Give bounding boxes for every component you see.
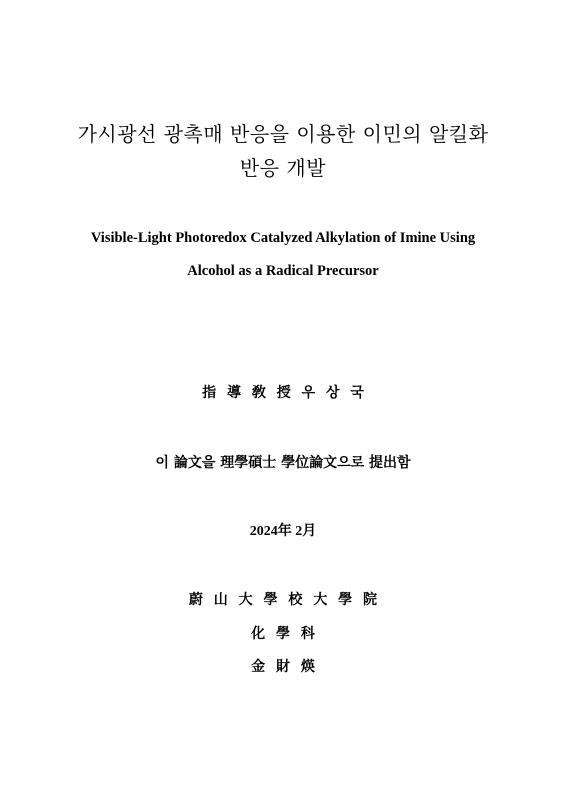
submission-statement: 이 論文을 理學碩士 學位論文으로 提出함: [155, 455, 411, 471]
submission-date: 2024年 2月: [249, 524, 317, 539]
korean-title-line-2: 반응 개발: [239, 156, 327, 180]
english-title-line-1: Visible-Light Photoredox Catalyzed Alkylation of Imine Using: [90, 230, 476, 246]
english-title-line-2: Alcohol as a Radical Precursor: [187, 263, 379, 279]
korean-title-line-1: 가시광선 광촉매 반응을 이용한 이민의 알킬화: [77, 122, 489, 146]
department-name: 化 學 科: [251, 626, 315, 642]
advisor-line: 指 導 敎 授 우 상 국: [202, 385, 364, 401]
institution-name: 蔚 山 大 學 校 大 學 院: [188, 592, 378, 608]
author-name: 金 財 煐: [251, 659, 315, 675]
